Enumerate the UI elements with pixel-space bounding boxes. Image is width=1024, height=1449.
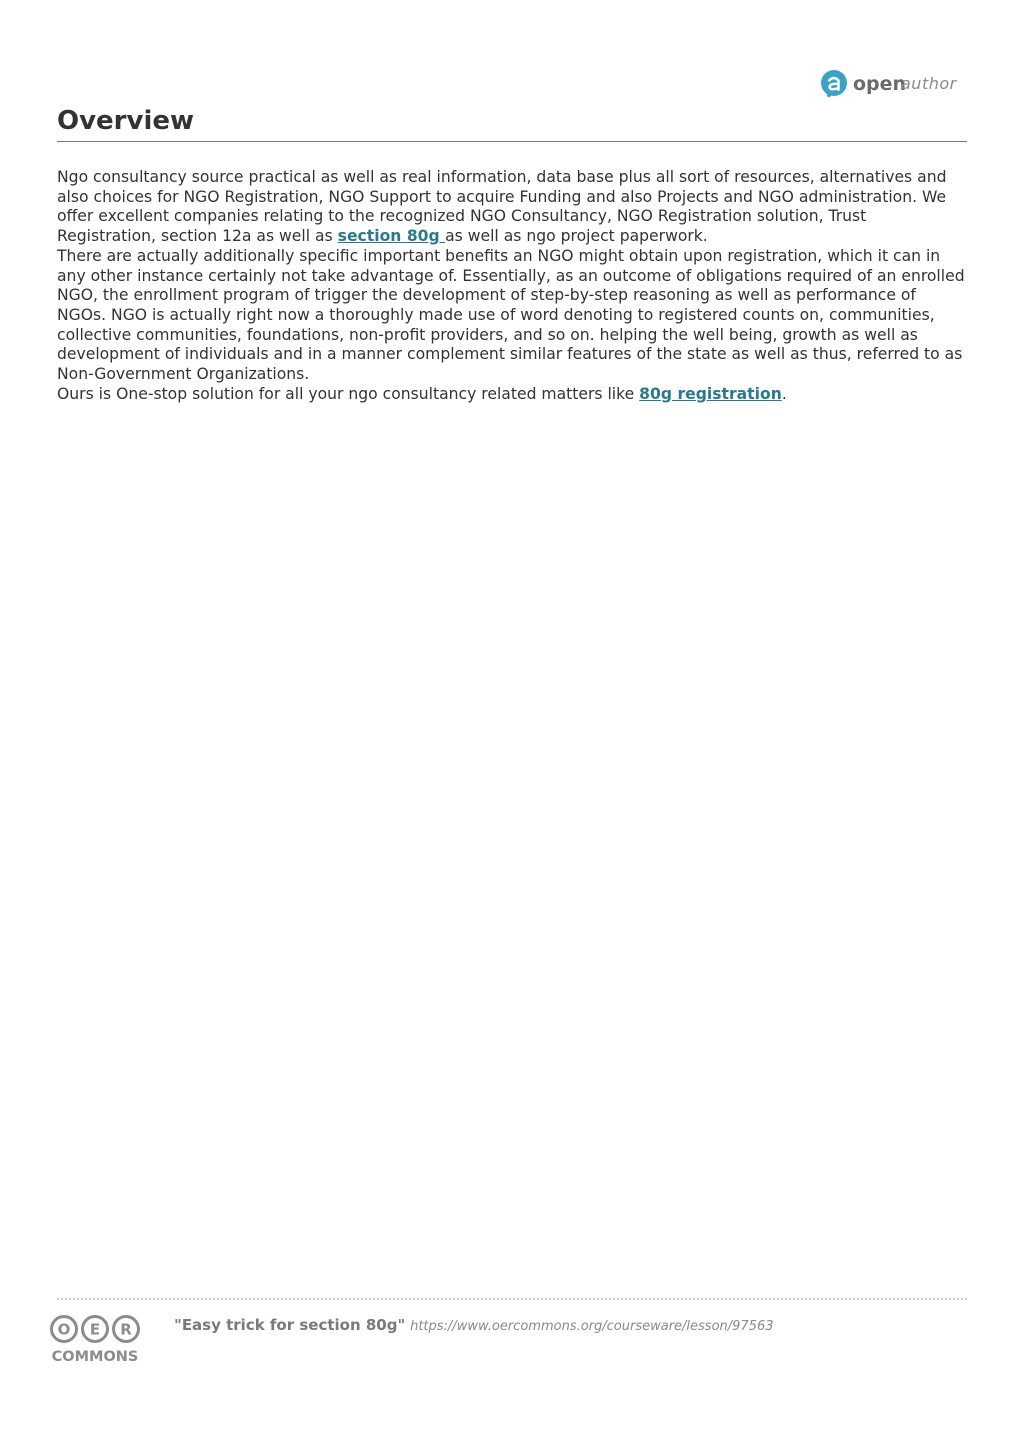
overview-body xyxy=(57,168,969,404)
open-author-logo-icon xyxy=(820,66,962,100)
oer-letter-e: E xyxy=(89,1320,101,1339)
title-divider xyxy=(57,141,967,142)
paragraph-benefits: There are actually additionally specific important benefits an NGO might obtain upon registration, which it can in any other instance certainly not take advantage of. Essentially, as an outcome of obligations required of an enrolled NGO, the enrollment program of trigger the development of step-by-step reasoning as well as performance of NGOs. NGO is actually right now a thoroughly made use of word denoting to registered counts on, communities, collective communities, foundations, non-profit providers, and so on. helping the well being, growth as well as development of individuals and in a manner complement similar features of the state as well as thus, referred to as Non-Government Organizations. xyxy=(57,246,965,384)
paragraph-solution xyxy=(57,385,969,405)
paragraph-solution-tail: . xyxy=(781,384,787,403)
paragraph-intro-tail: as well as ngo project paperwork. xyxy=(445,227,708,246)
footer-lesson-title: "Easy trick for section 80g" xyxy=(174,1316,406,1334)
paragraph-intro-text: Ngo consultancy source practical as well as real information, data base plus all sort of resources, alternatives and also choices for NGO Registration, NGO Support to acquire Funding and also Projects and NGO administration. We offer excellent companies relating to the recognized NGO Consultancy, NGO Registration solution, Trust Registration, section 12a as well as xyxy=(57,168,947,246)
oer-commons-logo-icon xyxy=(48,1313,144,1365)
logo-word-author: author xyxy=(901,74,957,93)
oer-letter-o: O xyxy=(57,1320,71,1339)
footer-divider xyxy=(57,1298,967,1300)
paragraph-intro xyxy=(57,168,969,247)
page-title: Overview xyxy=(57,106,195,136)
footer-url[interactable]: https://www.oercommons.org/courseware/lesson/97563 xyxy=(410,1319,774,1334)
oer-word-commons: COMMONS xyxy=(51,1349,139,1365)
paragraph-solution-text: Ours is One-stop solution for all your ngo consultancy related matters like xyxy=(57,384,640,403)
footer-citation xyxy=(174,1315,774,1337)
logo-dot xyxy=(827,93,831,97)
80g-registration-link[interactable]: 80g registration xyxy=(639,384,782,403)
oer-letter-r: R xyxy=(120,1320,132,1339)
section-80g-link[interactable]: section 80g xyxy=(337,227,446,246)
logo-word-open: open xyxy=(853,73,907,95)
